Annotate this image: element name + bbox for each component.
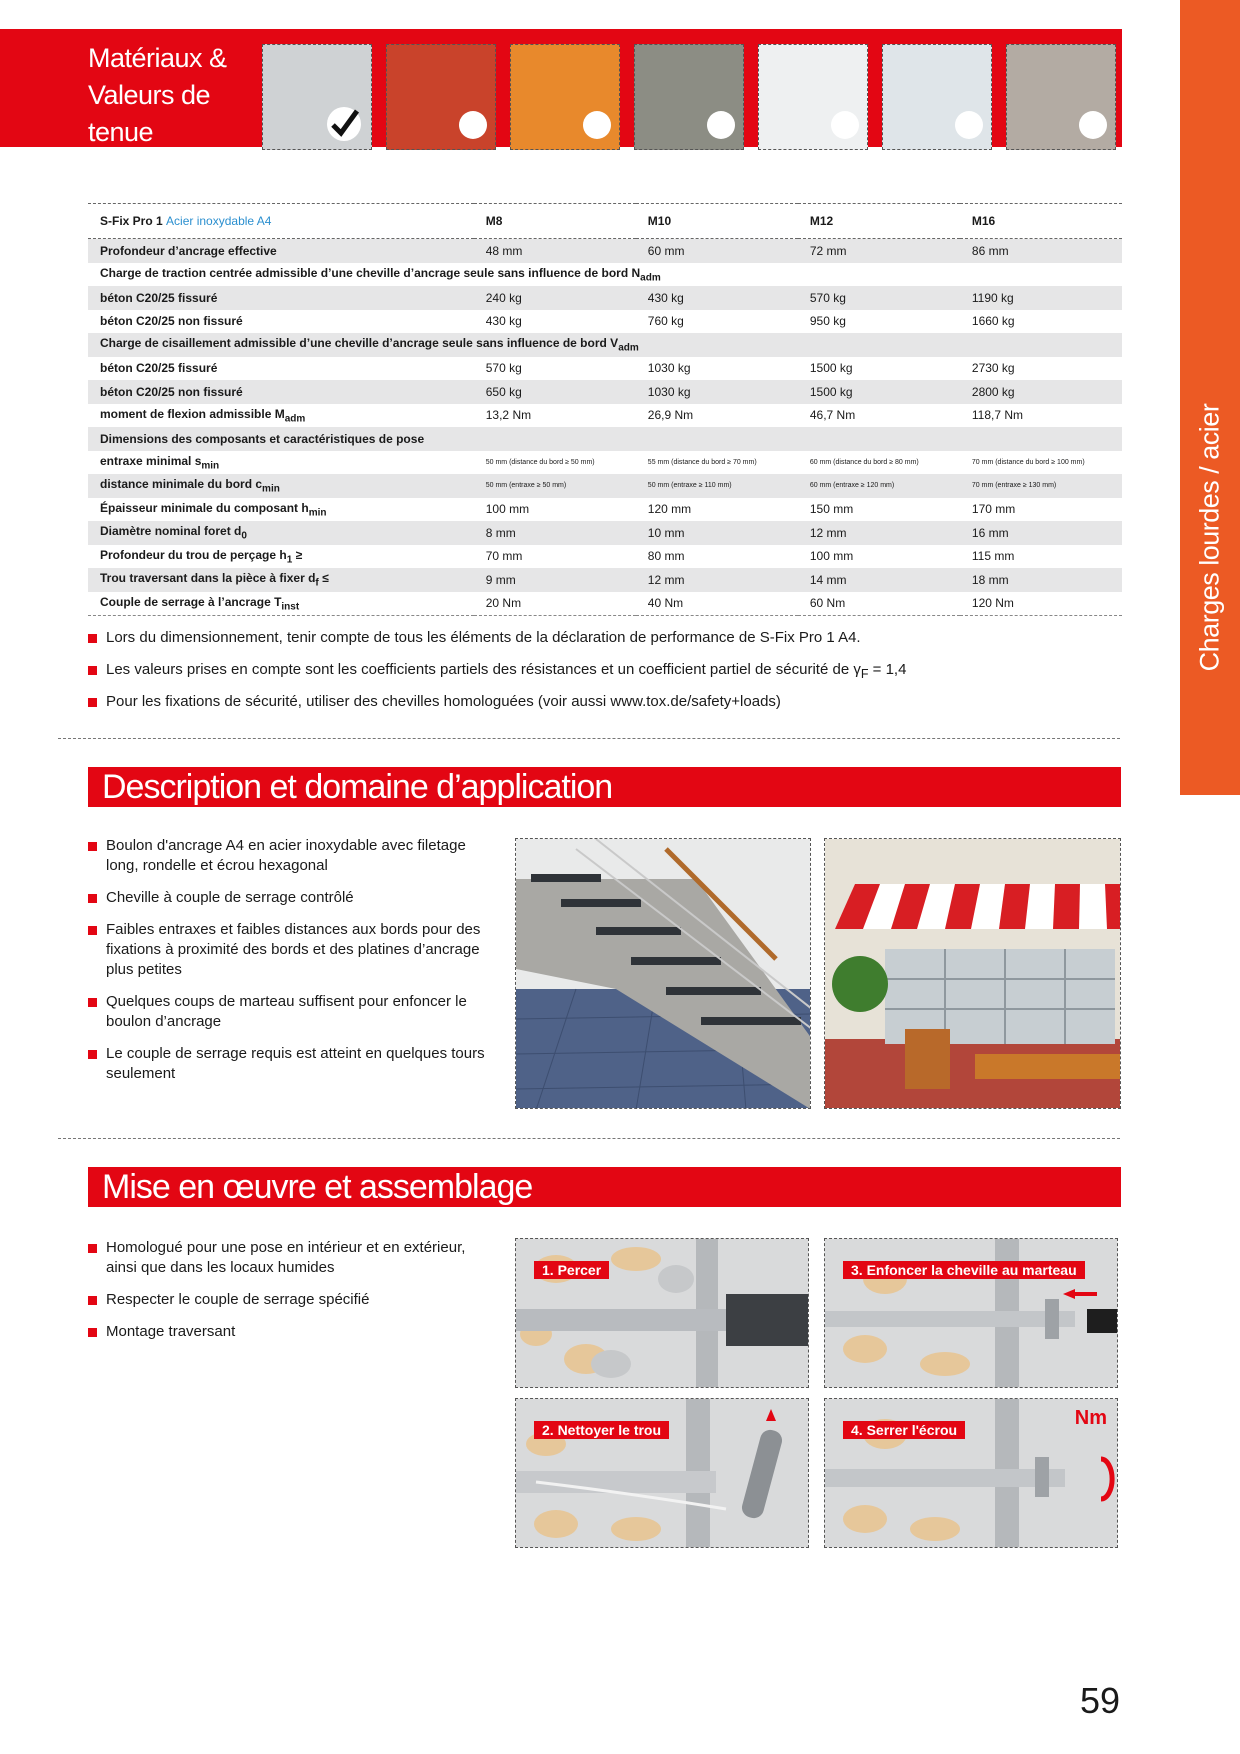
table-row: [88, 333, 1122, 357]
header-title-line1: Matériaux &: [88, 43, 227, 73]
note-1: [106, 628, 1006, 648]
awning-photo: [824, 838, 1121, 1109]
material-dot: [955, 111, 983, 139]
material-4: [634, 44, 744, 150]
row-label: Charge de traction centrée admissible d’une cheville d’ancrage seule sans influence de bord $N_{adm}$: [100, 265, 661, 283]
description-bullet-1: [106, 836, 496, 876]
cell-value: 2800 kg: [960, 380, 1122, 404]
table-row: [88, 427, 1122, 451]
cell-value: 60 mm: [636, 239, 798, 263]
cell-value: 650 kg: [474, 380, 636, 404]
cell-value: 50 mm (entraxe ≥ 110 mm): [636, 474, 798, 498]
page-number: 59: [1079, 1680, 1120, 1721]
bullet-square: [88, 926, 97, 935]
cell-value: 48 mm: [474, 239, 636, 263]
section-description-bar: [88, 767, 1121, 807]
material-5: [758, 44, 868, 150]
cell-value: 120 Nm: [960, 592, 1122, 616]
cell-value: 170 mm: [971, 502, 1016, 517]
cell-value: 1500 kg: [798, 380, 960, 404]
row-label: béton C20/25 fissuré: [100, 361, 218, 376]
column-header: M16: [960, 204, 1122, 239]
product-variant: Acier inoxydable A4: [166, 214, 272, 228]
table-row: [88, 263, 1122, 287]
side-tab-label: Charges lourdes / acier: [1194, 403, 1225, 672]
cell-value: 2730 kg: [971, 361, 1015, 376]
material-dot: [459, 111, 487, 139]
column-header: M8: [474, 204, 636, 239]
row-label: Charge de cisaillement admissible d’une cheville d’ancrage seule sans influence de bord $V_{adm}$: [88, 333, 1122, 357]
table-header: [88, 204, 1122, 239]
bullet-text: Respecter le couple de serrage spécifié: [106, 1291, 370, 1308]
cell-value: 50 mm (entraxe ≥ 50 mm): [474, 474, 636, 498]
cell-value: 430 kg: [636, 286, 798, 310]
cell-value: 1030 kg: [636, 380, 798, 404]
note-3-text: Pour les fixations de sécurité, utiliser des chevilles homologuées (voir aussi www.tox.de/safety+loads): [106, 693, 781, 710]
note-2-text: Les valeurs prises en compte sont les coefficients partiels des résistances et un coefficient partiel de sécurité de γ: [106, 661, 861, 678]
section-assembly-title: Mise en œuvre et assemblage: [102, 1168, 533, 1206]
step-2-panel: [515, 1398, 809, 1548]
note-2: [106, 660, 1056, 684]
cell-value: 240 kg: [474, 286, 636, 310]
table-row: [88, 357, 1122, 381]
step-1-panel: [515, 1238, 809, 1388]
row-label: Épaisseur minimale du composant $h_{min}$: [100, 500, 327, 518]
cell-value: 1660 kg: [971, 314, 1015, 329]
bullet-text: Le couple de serrage requis est atteint en quelques tours seulement: [106, 1045, 485, 1082]
table-row: [88, 404, 1122, 428]
material-3: [510, 44, 620, 150]
bullet-square: [88, 1328, 97, 1337]
cell-value: 60 mm (distance du bord ≥ 80 mm): [809, 458, 919, 466]
note-2-tail: = 1,4: [868, 661, 907, 678]
cell-value: 46,7 Nm: [809, 408, 856, 423]
stair-photo: [515, 838, 811, 1109]
bullet-square: [88, 842, 97, 851]
table-row: [88, 498, 1122, 522]
cell-value: 570 kg: [798, 286, 960, 310]
product-name: S-Fix Pro 1: [100, 214, 163, 228]
table-row: [88, 380, 1122, 404]
bullet-square: [88, 1296, 97, 1305]
table-row: [88, 310, 1122, 334]
cell-value: 8 mm: [474, 521, 636, 545]
section-description-title: Description et domaine d’application: [102, 768, 613, 806]
assembly-bullet-1: [106, 1238, 496, 1278]
header-title: [88, 40, 248, 151]
step-4-label: 4. Serrer l'écrou: [843, 1421, 965, 1439]
bullet-text: Homologué pour une pose en intérieur et en extérieur, ainsi que dans les locaux humides: [106, 1239, 466, 1276]
bullet-text: Montage traversant: [106, 1323, 236, 1340]
cell-value: 120 mm: [647, 502, 692, 517]
table-row: [88, 474, 1122, 498]
row-label: distance minimale du bord $c_{min}$: [88, 474, 474, 498]
cell-value: 1030 kg: [647, 361, 691, 376]
table-row: [88, 545, 1122, 569]
bullet-square: [88, 1244, 97, 1253]
bullet-text: Faibles entraxes et faibles distances aux bords pour des fixations à proximité des bords et des platines d’ancrage plus petites: [106, 921, 481, 978]
bullet-square: [88, 998, 97, 1007]
row-label: Diamètre nominal foret $d_0$: [88, 521, 474, 545]
row-label: moment de flexion admissible $M_{adm}$: [100, 406, 306, 424]
cell-value: 14 mm: [798, 568, 960, 592]
cell-value: 1500 kg: [809, 361, 853, 376]
note-1-text: Lors du dimensionnement, tenir compte de tous les éléments de la déclaration de performance de S-Fix Pro 1 A4.: [106, 629, 861, 646]
column-header: M10: [636, 204, 798, 239]
cell-value: 100 mm: [485, 502, 530, 517]
divider: [58, 738, 1120, 739]
cell-value: 12 mm: [636, 568, 798, 592]
material-1: [262, 44, 372, 150]
bullet-square: [88, 894, 97, 903]
row-label: béton C20/25 non fissuré: [100, 314, 243, 329]
bullet-text: Quelques coups de marteau suffisent pour enfoncer le boulon d’ancrage: [106, 993, 467, 1030]
cell-value: 18 mm: [960, 568, 1122, 592]
row-label: Dimensions des composants et caractéristiques de pose: [88, 427, 1122, 451]
cell-value: 13,2 Nm: [485, 408, 532, 423]
material-7: [1006, 44, 1116, 150]
table-row: [88, 239, 1122, 263]
material-2: [386, 44, 496, 150]
material-dot: [707, 111, 735, 139]
table-row: [88, 592, 1122, 616]
row-label: béton C20/25 fissuré: [88, 286, 474, 310]
description-bullet-3: [106, 920, 496, 980]
column-header: M12: [798, 204, 960, 239]
cell-value: 118,7 Nm: [971, 408, 1024, 423]
material-dot: [1079, 111, 1107, 139]
cell-value: 150 mm: [809, 502, 854, 517]
cell-value: 10 mm: [636, 521, 798, 545]
cell-value: 9 mm: [474, 568, 636, 592]
values-table: [88, 203, 1122, 616]
bullet-square: [88, 1050, 97, 1059]
row-label: béton C20/25 non fissuré: [88, 380, 474, 404]
description-bullet-5: [106, 1044, 496, 1084]
row-label: Profondeur du trou de perçage $h_1$ ≥: [100, 547, 303, 565]
cell-value: 55 mm (distance du bord ≥ 70 mm): [647, 458, 757, 466]
cell-value: 760 kg: [647, 314, 684, 329]
note-2-sub: F: [860, 667, 869, 681]
step-3-label: 3. Enfoncer la cheville au marteau: [843, 1261, 1085, 1279]
assembly-bullet-3: [106, 1322, 496, 1342]
bullet-text: Boulon d'ancrage A4 en acier inoxydable avec filetage long, rondelle et écrou hexagonal: [106, 837, 466, 874]
material-dot: [831, 111, 859, 139]
cell-value: 570 kg: [485, 361, 522, 376]
cell-value: 86 mm: [960, 239, 1122, 263]
check-icon: [327, 107, 361, 141]
cell-value: 40 Nm: [636, 592, 798, 616]
cell-value: 50 mm (distance du bord ≥ 50 mm): [485, 458, 595, 466]
header-title-line2: Valeurs de tenue: [88, 80, 211, 147]
torque-mark: Nm: [1074, 1407, 1107, 1429]
cell-value: 70 mm: [485, 549, 523, 564]
step-4-panel: [824, 1398, 1118, 1548]
step-1-label: 1. Percer: [534, 1261, 609, 1279]
cell-value: 70 mm (entraxe ≥ 130 mm): [960, 474, 1122, 498]
cell-value: 60 mm (entraxe ≥ 120 mm): [798, 474, 960, 498]
assembly-bullet-2: [106, 1290, 496, 1310]
description-bullet-4: [106, 992, 496, 1032]
row-label: Couple de serrage à l’ancrage $T_{inst}$: [88, 592, 474, 616]
description-bullet-2: [106, 888, 496, 908]
material-6: [882, 44, 992, 150]
cell-value: 20 Nm: [474, 592, 636, 616]
cell-value: 60 Nm: [798, 592, 960, 616]
table-row: [88, 286, 1122, 310]
note-3: [106, 692, 1056, 712]
row-label: entraxe minimal $s_{min}$: [100, 453, 220, 471]
cell-value: 950 kg: [809, 314, 846, 329]
table-row: [88, 568, 1122, 592]
row-label: Trou traversant dans la pièce à fixer $d_f$ ≤: [88, 568, 474, 592]
cell-value: 115 mm: [971, 549, 1015, 564]
divider-2: [58, 1138, 1120, 1139]
row-label: Profondeur d’ancrage effective: [88, 239, 474, 263]
bullet-text: Cheville à couple de serrage contrôlé: [106, 889, 354, 906]
cell-value: 70 mm (distance du bord ≥ 100 mm): [971, 458, 1085, 466]
step-2-label: 2. Nettoyer le trou: [534, 1421, 669, 1439]
section-assembly-bar: [88, 1167, 1121, 1207]
cell-value: 1190 kg: [960, 286, 1122, 310]
step-3-panel: [824, 1238, 1118, 1388]
cell-value: 26,9 Nm: [647, 408, 694, 423]
cell-value: 430 kg: [485, 314, 522, 329]
cell-value: 80 mm: [647, 549, 685, 564]
table-row: [88, 521, 1122, 545]
material-dot: [583, 111, 611, 139]
table-row: [88, 451, 1122, 475]
cell-value: 72 mm: [798, 239, 960, 263]
cell-value: 12 mm: [798, 521, 960, 545]
cell-value: 100 mm: [809, 549, 854, 564]
cell-value: 16 mm: [960, 521, 1122, 545]
